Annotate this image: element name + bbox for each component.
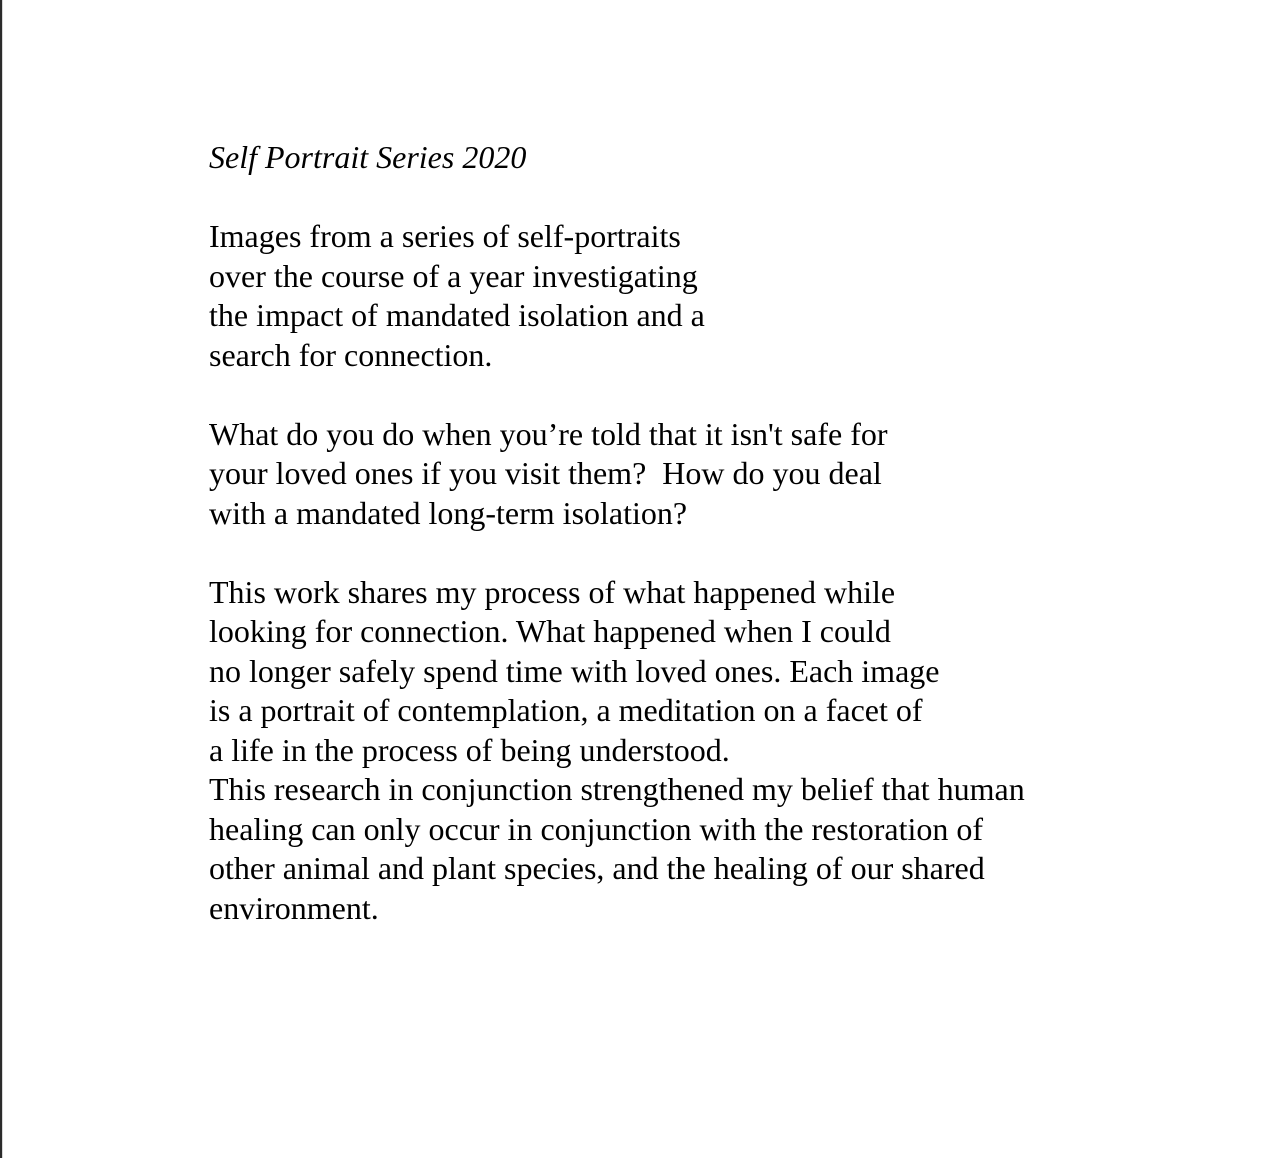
- document-body: [209, 138, 1025, 928]
- window-left-border-highlight: [2, 0, 3, 1158]
- text-line: over the course of a year investigating: [209, 257, 698, 294]
- spacer: [209, 178, 1025, 218]
- spacer: [209, 533, 1025, 573]
- text-line: Images from a series of self-portraits: [209, 218, 681, 254]
- text-line: This work shares my process of what happened while: [209, 573, 896, 610]
- text-line: a life in the process of being understood.: [209, 731, 730, 768]
- text-line: environment.: [209, 889, 379, 926]
- text-line: other animal and plant species, and the healing of our shared: [209, 850, 985, 886]
- paragraph-intro: [209, 217, 1025, 375]
- text-line: This research in conjunction strengthened my belief that human: [209, 771, 1025, 807]
- document-title: Self Portrait Series 2020: [209, 139, 527, 175]
- paragraph-questions: [209, 415, 1025, 534]
- text-line: healing can only occur in conjunction with the restoration of: [209, 810, 983, 847]
- text-line: the impact of mandated isolation and a: [209, 297, 705, 333]
- text-line: no longer safely spend time with loved ones. Each image: [209, 652, 940, 689]
- text-line: is a portrait of contemplation, a meditation on a facet of: [209, 692, 923, 728]
- text-line: What do you do when you’re told that it isn't safe for: [209, 415, 888, 452]
- text-line: looking for connection. What happened when I could: [209, 613, 891, 649]
- text-line: search for connection.: [209, 336, 493, 373]
- spacer: [209, 375, 1025, 415]
- text-line: your loved ones if you visit them? How do you deal: [209, 455, 882, 491]
- text-line: with a mandated long-term isolation?: [209, 494, 688, 531]
- paragraph-process: [209, 573, 1025, 929]
